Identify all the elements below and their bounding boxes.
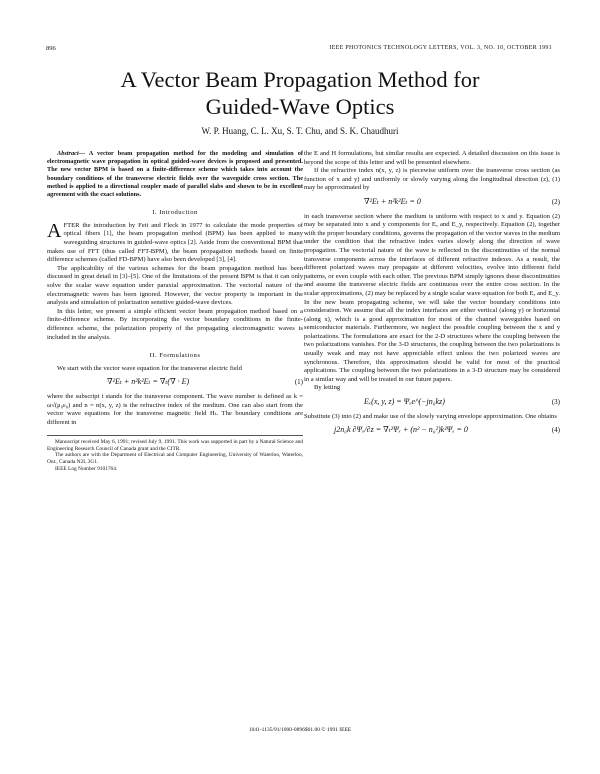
footnote — [47, 435, 303, 472]
equation-4 — [304, 426, 560, 435]
equation-4-body: j2n₀k ∂Ψₓ/∂z = ∇ₜ²Ψₓ + (n² − n₀²)k²Ψₓ = 0 — [334, 425, 468, 435]
equation-3 — [304, 398, 560, 407]
equation-1-body: ∇²Eₜ + n²k²Eₜ = ∇ₜ(∇ · E) — [107, 377, 190, 387]
page-footer: 1041-1135/91/1000-0896$01.00 © 1991 IEEE — [248, 727, 352, 733]
running-header: IEEE PHOTONICS TECHNOLOGY LETTERS, VOL. 3, NO. 10, OCTOBER 1991 — [329, 45, 552, 51]
right-paragraph-4: By letting — [314, 384, 341, 392]
equation-3-body: Eₓ(x, y, z) = Ψₓe^(−jn₀kz) — [364, 397, 445, 407]
formulations-paragraph-1: We start with the vector wave equation for the transverse electric field — [57, 364, 242, 372]
section-heading-introduction: I. Introduction — [152, 209, 198, 217]
title-line-1: A Vector Beam Propagation Method for — [120, 67, 480, 92]
intro-paragraph-2: The applicability of the various schemes for the beam propagation method has been discussed in great detail in [3]–[5]. One of the limitations of the present BPM is that it can only solve the scalar wave equation under paraxial approximation. The vectorial nature of the electromagnetic waves has been ignored. However, the vector property is important in the analysis and simulation of polarization sensitive guided-wave devices. — [47, 264, 303, 307]
equation-1 — [47, 378, 303, 387]
right-paragraph-3: in each transverse section where the medium is uniform with respect to x and y. Equation (2) may be separated into x and y components for Eₓ and E_y, respectively. Equation (2), together with the proper boundary conditions, governs the propagation of the vector waves in the medium under the condition that the refractive index varies slowly along the direction of wave propagation. The vectorial nature of the wave is reflected in the discontinuities of the normal transverse components across the interfaces of different refractive indexes. As a result, the different polarized waves may propagate at different velocities, evolve into different field patterns, or even couple with each other. The previous BPM simply ignores these discontinuities and assume the transverse electric fields are continuous over the entire cross section. In the scalar approximations, (2) may be replaced by a single scalar wave equation for both Eₓ and E_y. In the new beam propagating scheme, we will take the vector boundary conditions into consideration. We assume that all the index interfaces are either vertical (along y) or horizontal (along x), which is a good approximation for most of the channel waveguides based on semiconductor materials. Furthermore, we neglect the possible coupling between the x and y polarizations. The formulations are exact for the 2-D structures where the coupling between the two polarizations vanishes. For the 3-D structures, the coupling between the two polarizations is usually weak and may not have appreciable effect unless the two polarized waves are synchronous. Therefore, this approximation should be valid for most of the practical applications. The coupling between the two polarizations in a 3-D structure may be considered in a similar way and will be treated in our future papers. — [304, 212, 560, 383]
footnote-manuscript: Manuscript received May 6, 1991; revised July 9, 1991. This work was supported in part by a Natural Science and Engineering Research Council of Canada grant and the CITR. — [47, 439, 303, 452]
drop-cap: A — [47, 219, 62, 242]
footnote-affiliation: The authors are with the Department of Electrical and Computer Engineering, University of Waterloo, Waterloo, Ont., Canada N2L 3G1. — [47, 452, 303, 466]
right-column — [304, 150, 560, 441]
footnote-log-number: IEEE Log Number 9101764. — [55, 465, 118, 472]
abstract-text: — A vector beam propagation method for the modeling and simulation of electromagnetic wave propagation in optical guided-wave devices is proposed and presented. The new vector BPM is based on a finite-difference scheme which takes into account the boundary conditions of the transverse electric fields over the waveguide cross section. The method is applied to a directional coupler made of parallel slabs and shown to be in excellent agreement with the exact solutions. — [47, 150, 303, 199]
abstract — [47, 150, 303, 199]
intro-paragraph-1: AFTER the introduction by Feit and Fleck in 1977 to calculate the mode properties of optical fibers [1], the beam propagation method (BPM) has been applied to many waveguiding structures in guided-wave optics [2]. Aside from the conventional BPM that makes use of FFT (thus called FFT-BPM), the beam propagation methods based on finite difference schemes (called FD-BPM) have also been developed [3], [4]. — [47, 219, 303, 264]
right-paragraph-2: If the refractive index n(x, y, z) is piecewise uniform over the transverse cross section (as function of x and y) and uniformly or slowly varying along the longitudinal direction (z), (1) may be approximated by — [304, 167, 560, 192]
right-paragraph-1: the E and H formulations, but similar results are expected. A detailed discussion on this issue is beyond the scope of this letter and will be presented elsewhere. — [304, 150, 560, 166]
equation-2-number: (2) — [551, 197, 560, 206]
equation-3-number: (3) — [551, 398, 560, 407]
left-column — [47, 150, 303, 472]
paper-title — [0, 66, 600, 120]
right-paragraph-5: Substitute (3) into (2) and make use of the slowly varying envelope approximation. One obtains — [304, 412, 557, 420]
page-number: 896 — [46, 45, 56, 52]
equation-4-number: (4) — [551, 426, 560, 435]
section-heading-formulations: II. Formulations — [149, 352, 201, 360]
abstract-label: Abstract — [57, 150, 79, 157]
formulations-paragraph-2: where the subscript t stands for the transverse component. The wave number is defined as k = ω√(μ₀ε₀) and n = n(x, y, z) is the refractive index of the medium. One can also start from the vector wave equations for the transverse magnetic field Hₜ. The boundary conditions are different in — [47, 392, 303, 426]
equation-2 — [304, 198, 560, 207]
intro-paragraph-3: In this letter, we present a simple efficient vector beam propagation method based on a finite-difference scheme. By incorporating the vector boundary conditions in the finite-difference scheme, the polarization property of the propagating electromagnetic waves is included in the analysis. — [47, 307, 303, 341]
authors: W. P. Huang, C. L. Xu, S. T. Chu, and S. K. Chaudhuri — [201, 126, 399, 136]
equation-1-number: (1) — [294, 378, 303, 387]
title-line-2: Guided-Wave Optics — [205, 94, 395, 119]
equation-2-body: ∇²Eₜ + n²k²Eₜ = 0 — [364, 196, 421, 206]
